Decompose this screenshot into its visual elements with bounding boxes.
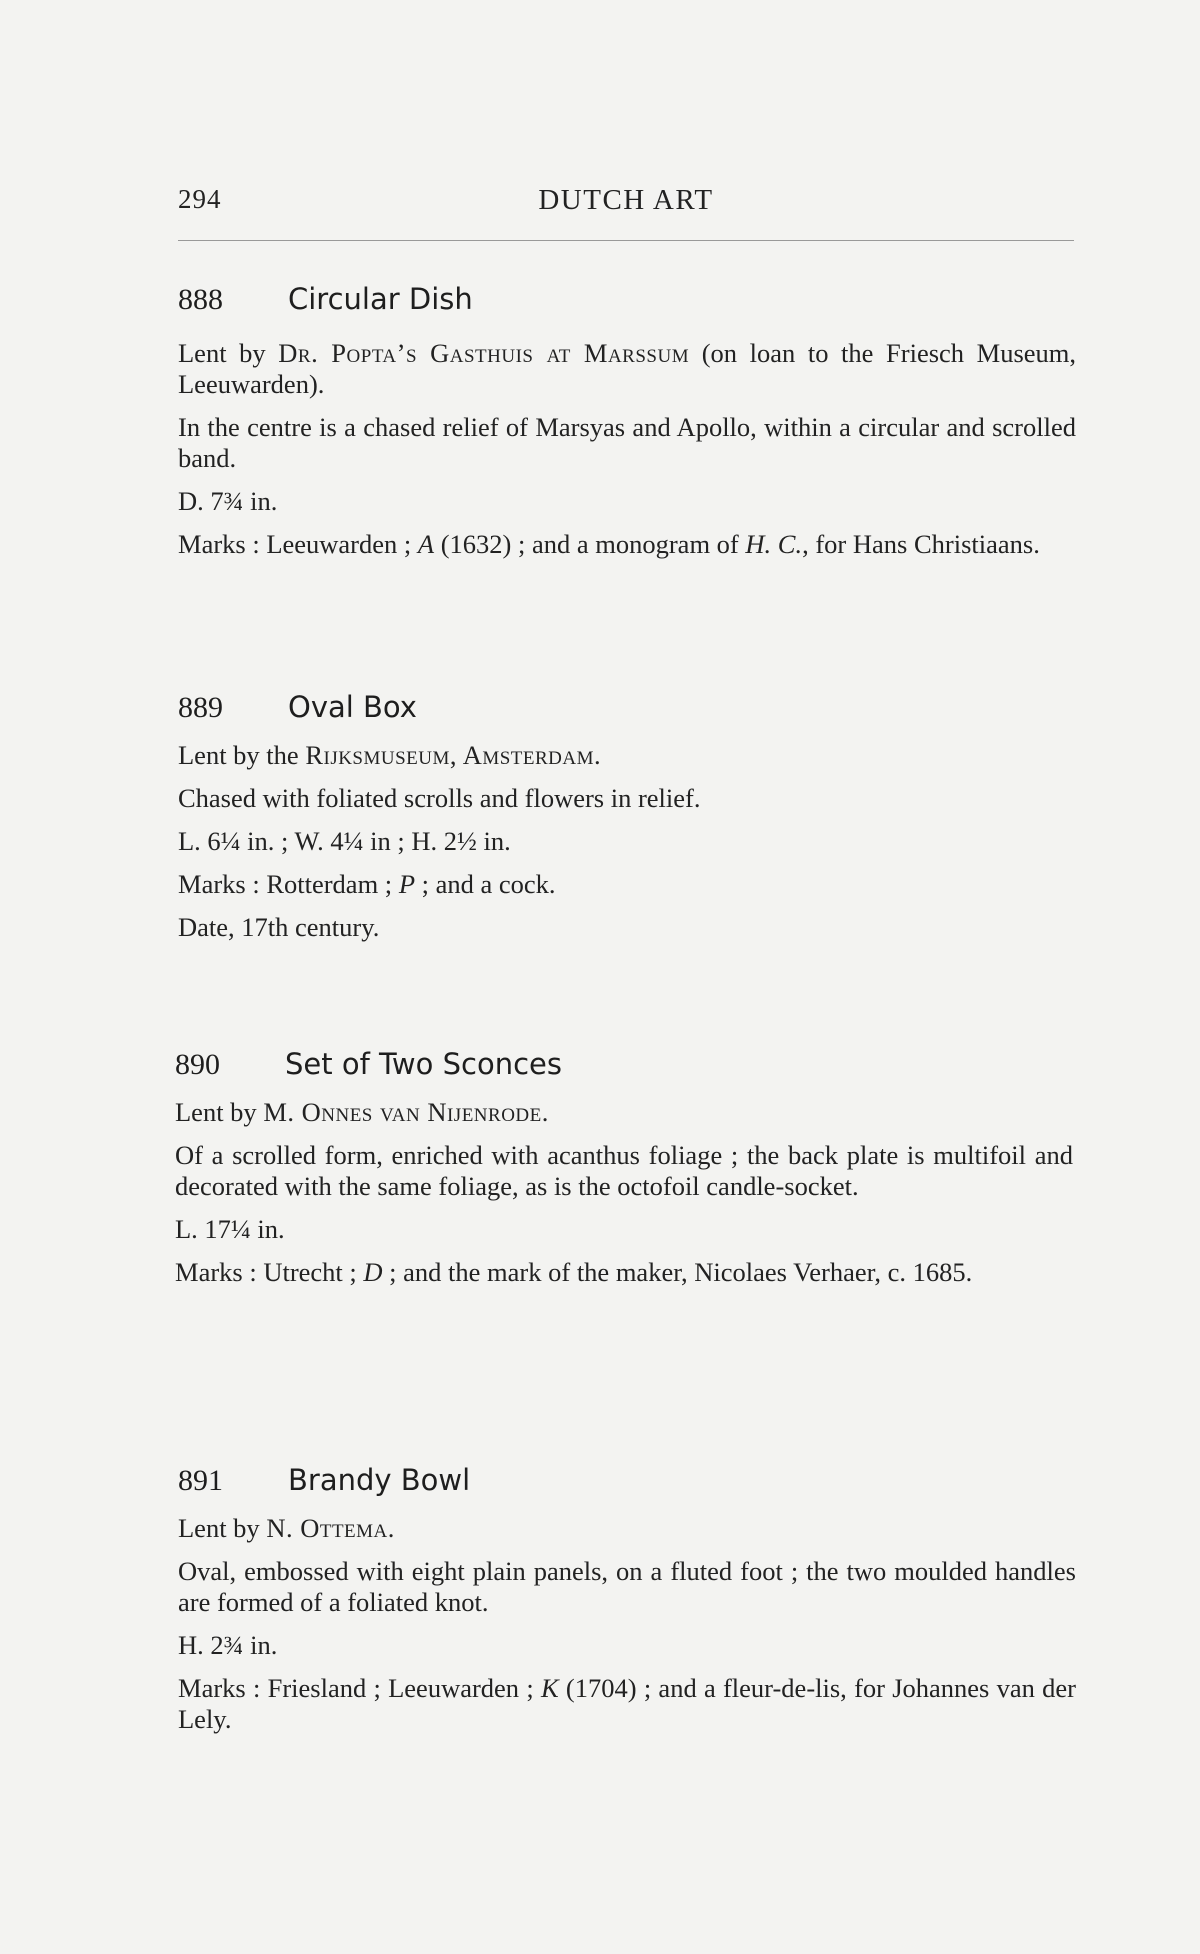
header-rule [178, 240, 1074, 241]
description: In the centre is a chased relief of Marsyas and Apollo, within a circular and scrolled band. [178, 412, 1076, 473]
lent-prefix: Lent by the [178, 740, 306, 770]
marks-text: (1704) ; and a fleur-de-lis, for Johannes van der Lely. [178, 1673, 1076, 1734]
marks-text: ; and the mark of the maker, Nicolaes Verhaer, c. 1685. [382, 1257, 973, 1287]
description: Oval, embossed with eight plain panels, on a fluted foot ; the two moulded handles are formed of a foliated knot. [178, 1556, 1076, 1617]
marks [175, 1257, 1073, 1288]
date: Date, 17th century. [178, 912, 380, 942]
lent-by-line [178, 740, 1076, 771]
lent-by-line [178, 338, 1076, 400]
marks-letter: A [417, 529, 435, 559]
lent-suffix: (on loan to the Friesch Museum, Leeuwarden). [178, 338, 1077, 399]
marks-text: Marks : Leeuwarden ; [178, 529, 418, 559]
description: Of a scrolled form, enriched with acanthus foliage ; the back plate is multifoil and decorated with the same foliage, as is the octofoil candle-socket. [175, 1140, 1073, 1201]
marks [178, 869, 1076, 900]
catalogue-entry-888 [178, 282, 1076, 560]
lent-by-line [175, 1097, 1073, 1128]
lent-suffix: . [541, 1097, 549, 1127]
lent-prefix: Lent by [175, 1097, 264, 1127]
dimensions: D. 7¾ in. [178, 486, 278, 516]
dimensions: H. 2¾ in. [178, 1630, 278, 1660]
marks-text: ; and a cock. [415, 869, 556, 899]
page-number: 294 [178, 184, 222, 214]
lender-name: N. Ottema [266, 1513, 388, 1543]
marks-text: Marks : Utrecht ; [175, 1257, 364, 1287]
lent-suffix: . [387, 1513, 395, 1543]
marks-letter: D [363, 1257, 383, 1287]
lent-prefix: Lent by [178, 1513, 267, 1543]
entry-number: 890 [175, 1048, 220, 1081]
marks [178, 1673, 1076, 1735]
description: Chased with foliated scrolls and flowers in relief. [178, 783, 701, 813]
marks-letter: P [398, 869, 415, 899]
marks-text: Marks : Friesland ; Leeuwarden ; [178, 1673, 541, 1703]
entry-number: 891 [178, 1464, 223, 1497]
marks-letter: K [540, 1673, 559, 1703]
entry-title: Set of Two Sconces [285, 1047, 562, 1081]
lent-prefix: Lent by [178, 338, 279, 368]
marks-text: Marks : Rotterdam ; [178, 869, 399, 899]
entry-title: Brandy Bowl [288, 1463, 471, 1497]
entry-heading [178, 1463, 1076, 1503]
page-header [178, 184, 1074, 224]
entry-heading [178, 690, 1076, 730]
lender-name: M. Onnes van Nijenrode [263, 1097, 542, 1127]
entry-title: Oval Box [288, 690, 417, 724]
entry-heading [178, 282, 1076, 322]
dimensions: L. 17¼ in. [175, 1214, 285, 1244]
lender-name: Rijksmuseum, Amsterdam [305, 740, 595, 770]
catalogue-entry-890 [175, 1047, 1073, 1288]
entry-heading [175, 1047, 1073, 1087]
marks-text: , for Hans Christiaans. [802, 529, 1040, 559]
lent-by-line [178, 1513, 1076, 1544]
lent-suffix: . [594, 740, 601, 770]
catalogue-entry-889 [178, 690, 1076, 943]
dimensions: L. 6¼ in. ; W. 4¼ in ; H. 2½ in. [178, 826, 511, 856]
marks-text: (1632) ; and a monogram of [434, 529, 746, 559]
lender-name: Dr. Popta’s Gasthuis at Marssum [278, 338, 690, 368]
entry-title: Circular Dish [288, 282, 473, 316]
marks-monogram: H. C. [745, 529, 803, 559]
catalogue-entry-891 [178, 1463, 1076, 1735]
marks [178, 529, 1076, 560]
running-title: DUTCH ART [538, 184, 714, 216]
entry-number: 889 [178, 691, 223, 724]
entry-number: 888 [178, 283, 223, 316]
